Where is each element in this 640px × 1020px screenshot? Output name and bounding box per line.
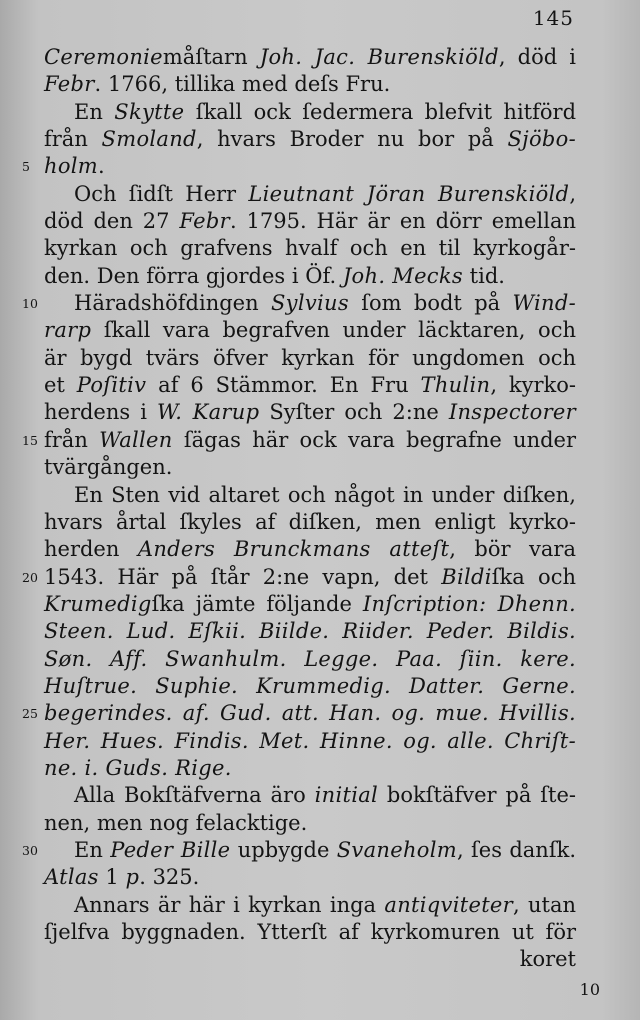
page-number: 145	[532, 6, 574, 30]
text-line: Huſtrue. Suphie. Krummedig. Datter. Gerne.	[44, 673, 576, 698]
text-line: kyrkan och grafvens hvalf och en til kyrkogår-	[44, 236, 576, 261]
text-line: tvärgången.	[44, 455, 173, 480]
text-line: 20 1543. Här på ſtår 2:ne vapn, det Bildiſka och	[44, 564, 576, 591]
text-line: är bygd tvärs öfver kyrkan för ungdomen och	[44, 345, 576, 370]
text-line: Søn. Aff. Swanhulm. Legge. Paa. ſiin. kere.	[44, 646, 576, 671]
text-line: ne. i. Guds. Rige.	[44, 755, 232, 780]
text-line: den. Den förra gjordes i Öf. Joh. Mecks tid.	[44, 263, 505, 288]
text-line: hvars årtal ſkyles af diſken, men enligt kyrko-	[44, 509, 576, 534]
text-line: 10 Häradshöfdingen Sylvius ſom bodt på Wind-	[44, 290, 576, 317]
text-line: 5 holm.	[44, 153, 576, 180]
text-line: Krumedigſka jämte följande Inſcription: Dhenn.	[44, 591, 576, 616]
text-line: 15 från Wallen ſägas här ock vara begrafne under	[44, 427, 576, 454]
text-line: Alla Bokſtäfverna äro initial bokſtäfver på ſte-	[74, 783, 577, 808]
text-line: 25 begerindes. af. Gud. att. Han. og. mue. Hvillis.	[44, 700, 576, 727]
text-line: Annars är här i kyrkan inga antiqviteter, utan	[74, 892, 577, 917]
text-line: rarp ſkall vara begrafven under läcktaren, och	[44, 318, 576, 343]
text-line: från Smoland, hvars Broder nu bor på Sjöbo-	[44, 127, 576, 152]
text-line: et Poſitiv af 6 Stämmor. En Fru Thulin, kyrko-	[44, 373, 577, 398]
text-line: Ceremoniemåſtarn Joh. Jac. Burenskiöld, död i	[44, 45, 576, 69]
text-line: Her. Hues. Findis. Met. Hinne. og. alle. Chriſt-	[44, 728, 576, 753]
text-line: död den 27 Febr. 1795. Här är en dörr emellan	[44, 209, 577, 234]
text-line: ſjelfva byggnaden. Ytterſt af kyrkomuren ut för	[44, 920, 576, 944]
line-number: 5	[22, 159, 30, 175]
line-number: 10	[22, 296, 38, 312]
body-text	[22, 44, 577, 974]
text-line: Och ſidſt Herr Lieutnant Jöran Burenskiöld,	[74, 181, 576, 206]
text-line: koret	[519, 947, 576, 972]
text-line: Steen. Lud. Eſkii. Biilde. Riider. Peder. Bildis.	[44, 619, 576, 644]
text-line: herden Anders Brunckmans atteſt, bör vara	[44, 537, 576, 562]
line-number: 30	[22, 842, 38, 858]
signature-mark: 10	[579, 980, 600, 999]
text-line: En Sten vid altaret och något in under diſken,	[74, 482, 576, 507]
text-line: Febr. 1766, tillika med deſs Fru.	[44, 72, 391, 97]
line-number: 20	[22, 569, 38, 585]
text-line: En Skytte ſkall ock ſedermera blefvit hitförd	[74, 99, 577, 124]
text-line: nen, men nog felacktige.	[44, 810, 308, 835]
text-line: herdens i W. Karup Syſter och 2:ne Inspectorer	[44, 400, 576, 425]
line-number: 25	[22, 706, 38, 722]
text-line: Atlas 1 p. 325.	[44, 865, 200, 890]
text-line: 30 En Peder Bille upbygde Svaneholm, ſes danſk.	[44, 837, 576, 864]
line-number: 15	[22, 432, 38, 448]
